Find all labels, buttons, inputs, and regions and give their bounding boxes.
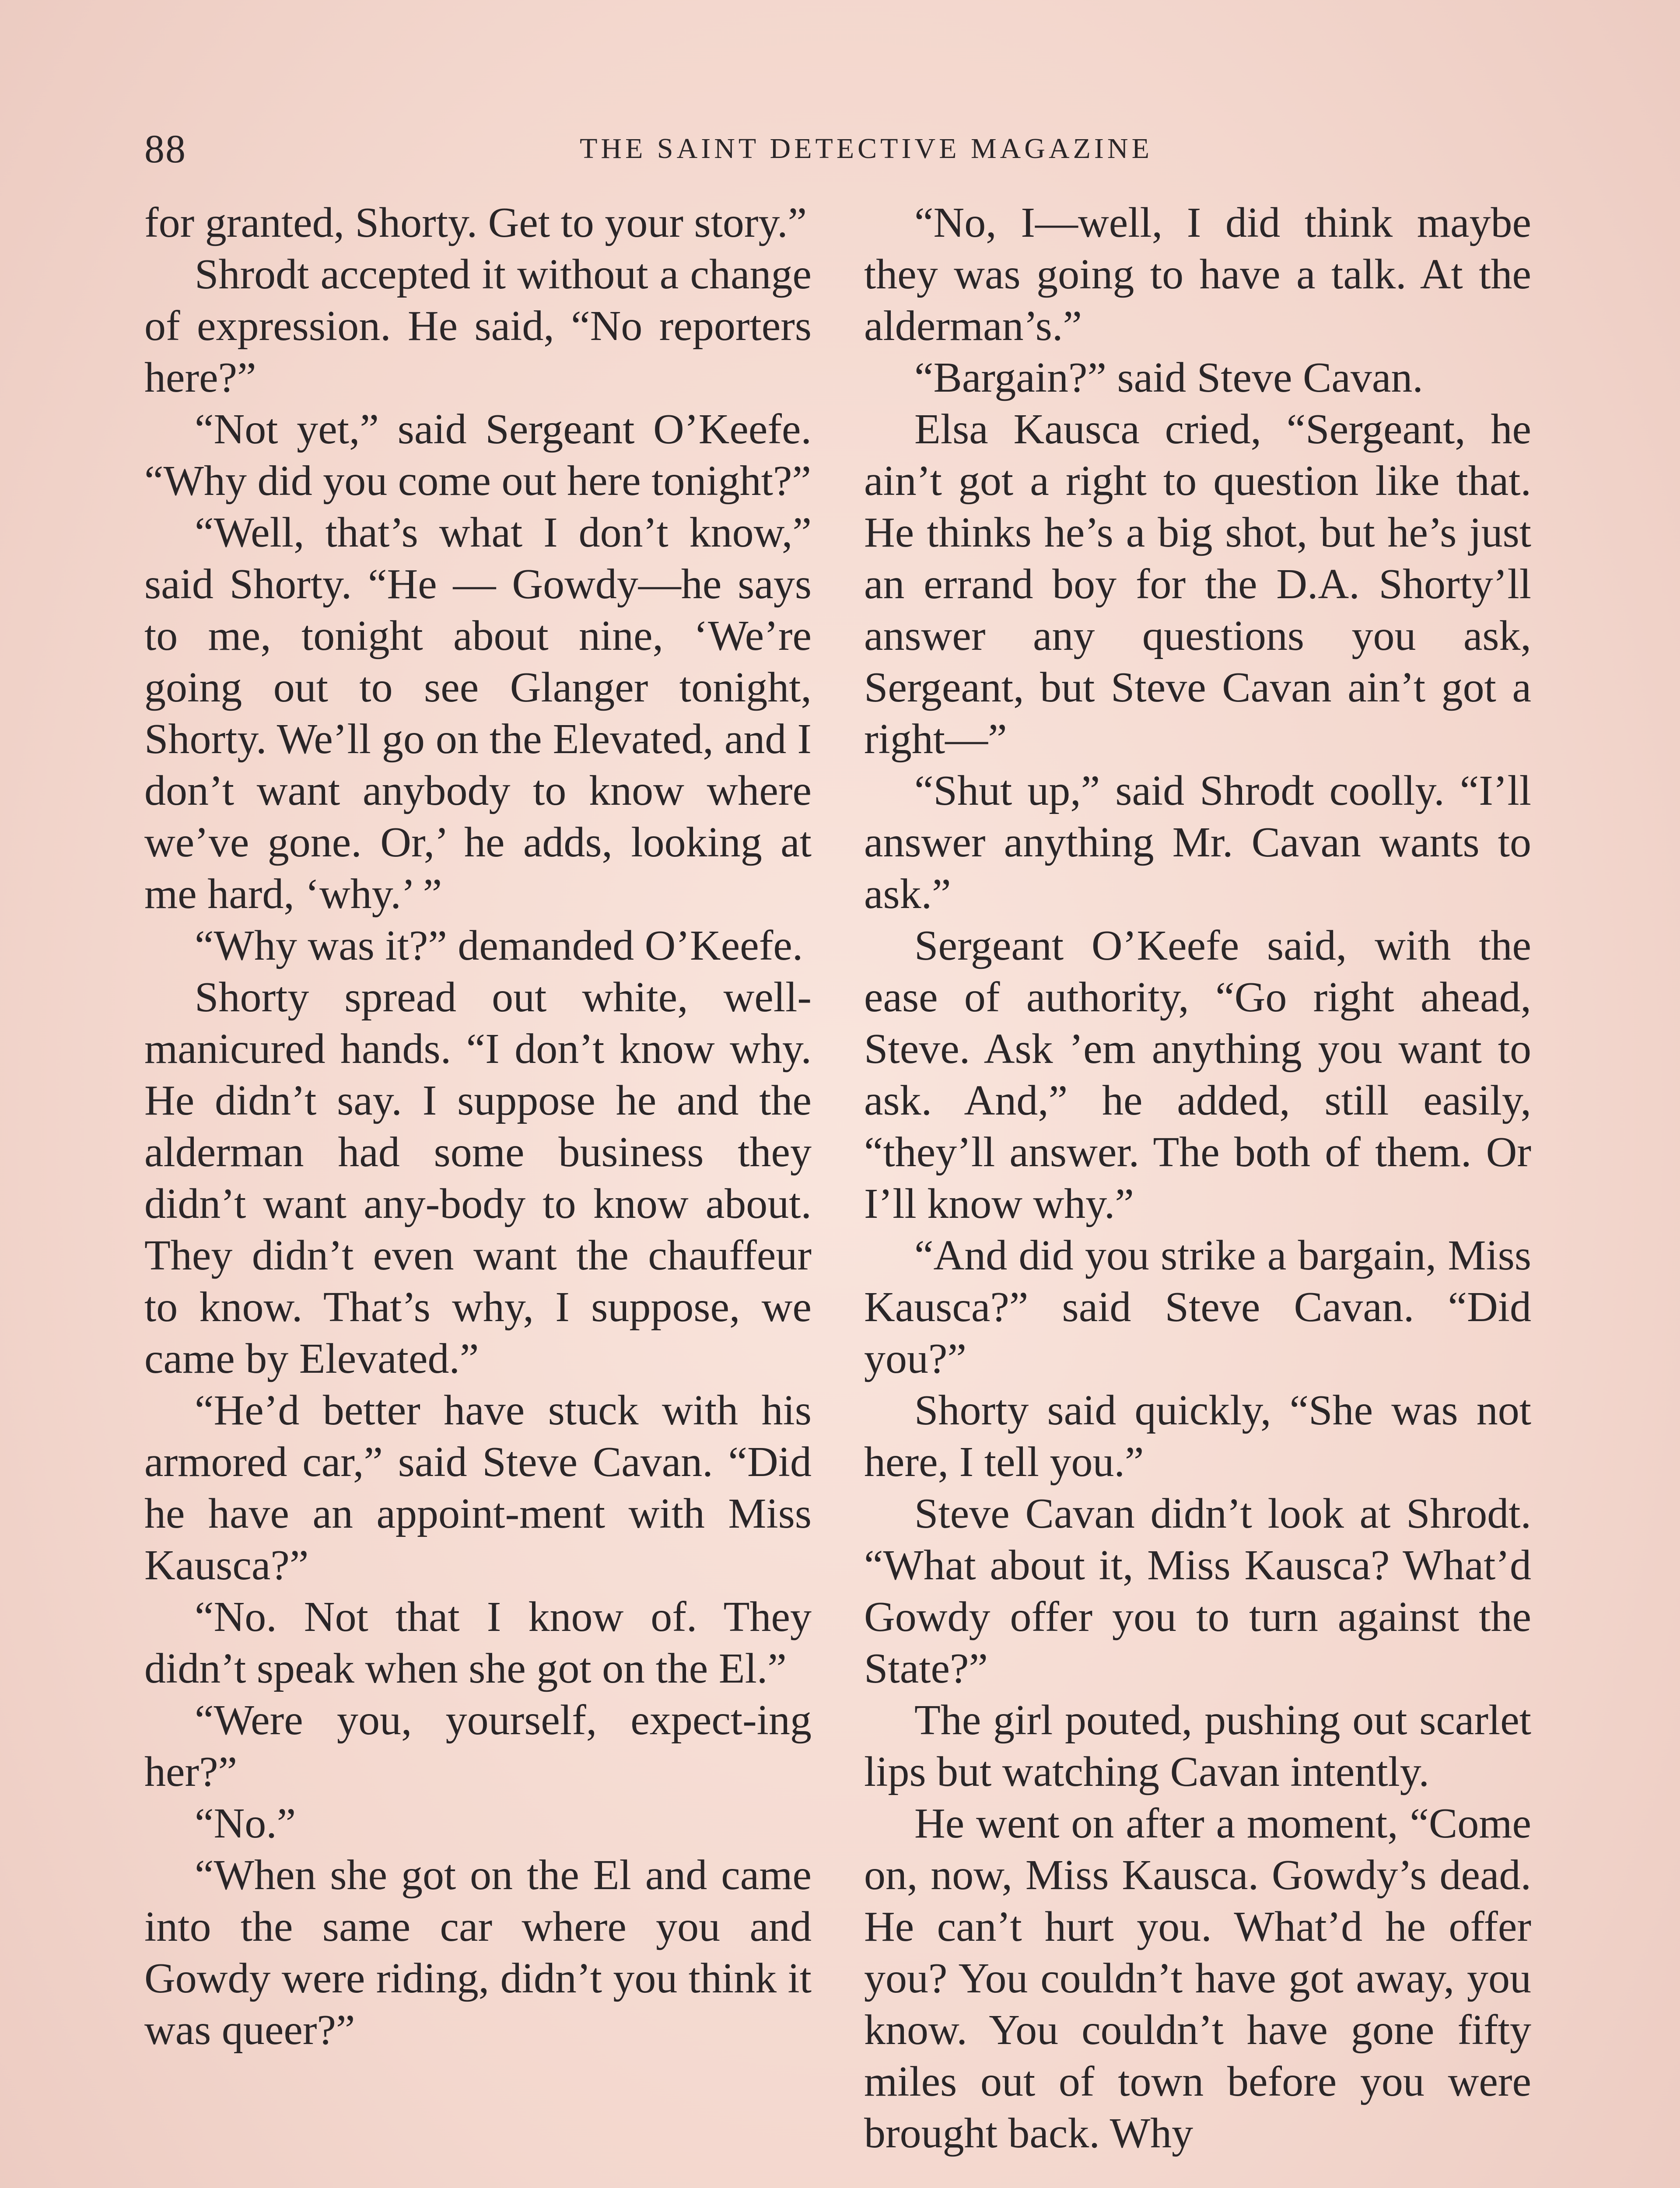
paragraph: Elsa Kausca cried, “Sergeant, he ain’t got a right to question like that. He thinks he’s a big shot, but he’s just an errand boy for the D.A. Shorty’ll answer any questions you ask, Sergeant, but Steve Cavan ain’t got a right—” [864, 406, 1531, 763]
paragraph: “Bargain?” said Steve Cavan. [914, 354, 1423, 401]
left-column [144, 197, 812, 2056]
paragraph: “Shut up,” said Shrodt coolly. “I’ll answer anything Mr. Cavan wants to ask.” [864, 767, 1531, 918]
paragraph: Steve Cavan didn’t look at Shrodt. “What about it, Miss Kausca? What’d Gowdy offer you to turn against the State?” [864, 1490, 1531, 1692]
paragraph: “No, I—well, I did think maybe they was going to have a talk. At the alderman’s.” [864, 199, 1531, 350]
paragraph: “No. Not that I know of. They didn’t speak when she got on the El.” [144, 1593, 812, 1692]
magazine-title: THE SAINT DETECTIVE MAGAZINE [580, 133, 1153, 165]
paragraph: “Not yet,” said Sergeant O’Keefe. “Why did you come out here tonight?” [144, 406, 812, 505]
page-number: 88 [144, 126, 186, 171]
paragraph: “Were you, yourself, expect-ing her?” [144, 1697, 812, 1795]
running-head [144, 125, 1536, 173]
paragraph: Shorty spread out white, well-manicured hands. “I don’t know why. He didn’t say. I suppose he and the alderman had some business they didn’t want any-body to know about. They didn’t even want the chauffeur to know. That’s why, I suppose, we came by Elevated.” [144, 974, 812, 1382]
right-column [864, 197, 1531, 2159]
paragraph: The girl pouted, pushing out scarlet lips but watching Cavan intently. [864, 1697, 1531, 1795]
paragraph: “He’d better have stuck with his armored car,” said Steve Cavan. “Did he have an appoint-ment with Miss Kausca?” [144, 1387, 812, 1589]
paragraph: “Why was it?” demanded O’Keefe. [195, 922, 803, 969]
paragraph: for granted, Shorty. Get to your story.” [144, 199, 807, 246]
paragraph: “And did you strike a bargain, Miss Kausca?” said Steve Cavan. “Did you?” [864, 1232, 1531, 1382]
paragraph: Shorty said quickly, “She was not here, I tell you.” [864, 1387, 1531, 1486]
paragraph: He went on after a moment, “Come on, now, Miss Kausca. Gowdy’s dead. He can’t hurt you. What’d he offer you? You couldn’t have got away, you know. You couldn’t have gone fifty miles out of town before you were brought back. Why [864, 1800, 1531, 2157]
paragraph: “No.” [195, 1800, 296, 1847]
paragraph: “Well, that’s what I don’t know,” said Shorty. “He — Gowdy—he says to me, tonight about nine, ‘We’re going out to see Glanger tonight, Shorty. We’ll go on the Elevated, and I don’t want anybody to know where we’ve gone. Or,’ he adds, looking at me hard, ‘why.’ ” [144, 509, 812, 918]
paragraph: Sergeant O’Keefe said, with the ease of authority, “Go right ahead, Steve. Ask ’em anything you want to ask. And,” he added, still easily, “they’ll answer. The both of them. Or I’ll know why.” [864, 922, 1531, 1227]
paragraph: Shrodt accepted it without a change of expression. He said, “No reporters here?” [144, 251, 812, 401]
paragraph: “When she got on the El and came into the same car where you and Gowdy were riding, didn’t you think it was queer?” [144, 1851, 812, 2054]
